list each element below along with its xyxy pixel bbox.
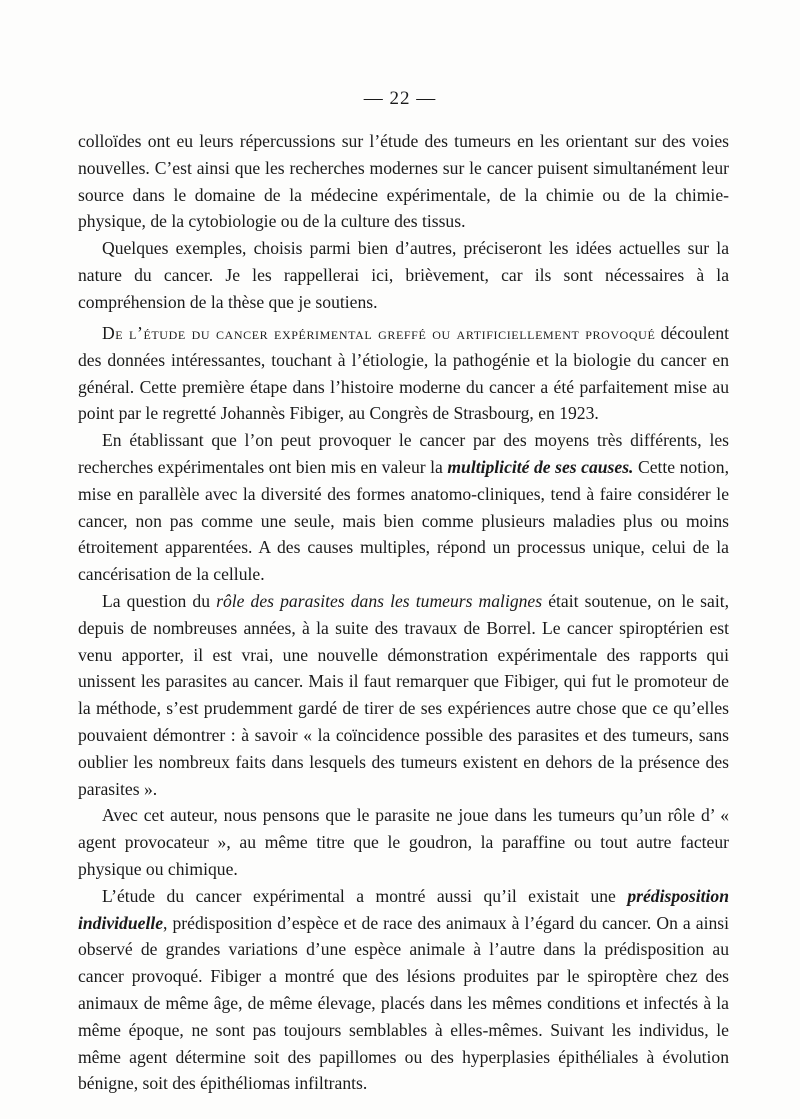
paragraph-4 bbox=[78, 427, 729, 588]
section-intro bbox=[78, 128, 729, 316]
paragraph-5-before: La question du bbox=[102, 590, 217, 611]
paragraph-3-body: découlent des données intéressantes, touchant à l’étiologie, la pathogénie et la biologie du cancer en général. Cette première étape dans l’histoire moderne du cancer a été parfaitement mise au point par le regretté Johannès Fibiger, au Congrès de Strasbourg, en 1923. bbox=[78, 323, 730, 424]
paragraph-4-after: Cette notion, mise en parallèle avec la diversité des formes anatomo-cliniques, tend à faire considérer le cancer, non pas comme une seule, mais bien comme plusieurs maladies plus ou moins étroitement apparentées. A des causes multiples, répond un processus unique, celui de la cancérisation de la cellule. bbox=[78, 456, 729, 585]
section-experimental-cancer bbox=[78, 320, 729, 1097]
paragraph-7-after: , prédisposition d’espèce et de race des animaux à l’égard du cancer. On a ainsi observé de grandes variations d’une espèce animale à l’autre dans la prédisposition au cancer provoqué. Fibiger a montré que des lésions produites par le spiroptère chez des animaux de même âge, de même élevage, placés dans les mêmes conditions et infectés à la même époque, ne sont pas toujours semblables à elles-mêmes. Suivant les individus, le même agent détermine soit des papillomes ou des hyperplasies épithéliales à évolution bénigne, soit des épithéliomas infiltrants. bbox=[78, 912, 729, 1094]
section-heading: De l’étude du cancer expérimental greffé ou artificiellement provoqué bbox=[102, 323, 656, 343]
emphasis-multiplicite: multiplicité de ses causes. bbox=[447, 456, 634, 477]
emphasis-predisposition: prédisposition individuelle bbox=[78, 885, 729, 933]
paragraph-4-before: En établissant que l’on peut provoquer le cancer par des moyens très différents, les recherches expérimentales ont bien mis en valeur la bbox=[78, 430, 729, 477]
paragraph-5 bbox=[78, 588, 729, 802]
paragraph-7 bbox=[78, 883, 729, 1097]
paragraph-7-before: L’étude du cancer expérimental a montré aussi qu’il existait une bbox=[102, 885, 628, 906]
paragraph-5-after: était soutenue, on le sait, depuis de nombreuses années, à la suite des travaux de Borrel. Le cancer spiroptérien est venu apporter, il est vrai, une nouvelle démonstration expérimentale des rapports qui unissent les parasites au cancer. Mais il faut remarquer que Fibiger, qui fut le promoteur de la méthode, s’est prudemment gardé de tirer de ses expériences autre chose que ce qu’elles pouvaient démontrer : à savoir « la coïncidence possible des parasites et des tumeurs, sans oublier les nombreux faits dans lesquels des tumeurs existent en dehors de la présence des parasites ». bbox=[78, 590, 729, 799]
emphasis-role-parasites: rôle des parasites dans les tumeurs malignes bbox=[216, 590, 543, 611]
paragraph-1: colloïdes ont eu leurs répercussions sur l’étude des tumeurs en les orientant sur des voies nouvelles. C’est ainsi que les recherches modernes sur le cancer puisent simultanément leur source dans le domaine de la médecine expérimentale, de la chimie ou de la chimie-physique, de la cytobiologie ou de la culture des tissus. bbox=[78, 131, 729, 232]
paragraph-2: Quelques exemples, choisis parmi bien d’autres, préciseront les idées actuelles sur la nature du cancer. Je les rappellerai ici, brièvement, car ils sont nécessaires à la compréhension de la thèse que je soutiens. bbox=[78, 238, 729, 312]
paragraph-3 bbox=[78, 320, 729, 427]
paragraph-6: Avec cet auteur, nous pensons que le parasite ne joue dans les tumeurs qu’un rôle d’ « agent provocateur », au même titre que le goudron, la paraffine ou tout autre facteur physique ou chimique. bbox=[78, 805, 729, 879]
page-number: — 22 — bbox=[363, 88, 437, 109]
